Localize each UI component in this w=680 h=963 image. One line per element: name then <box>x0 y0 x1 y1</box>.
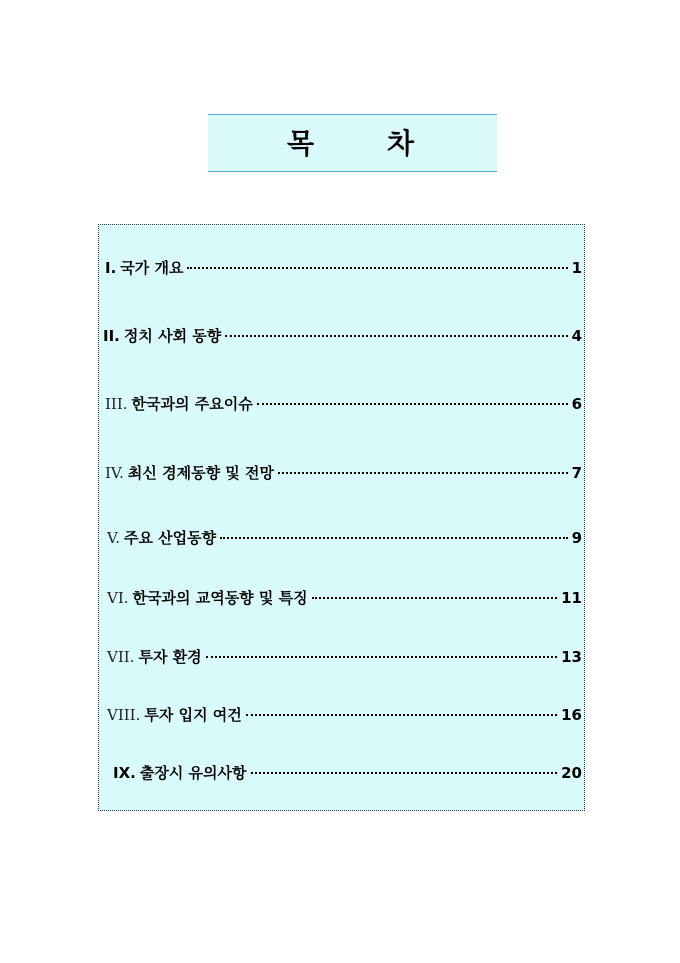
toc-entry-number: VII. <box>107 648 135 666</box>
toc-entry-1[interactable] <box>105 257 582 279</box>
toc-entry-number: IX. <box>113 764 136 782</box>
toc-entry-7[interactable] <box>107 646 582 668</box>
toc-entry-title: 한국과의 주요이슈 <box>131 395 253 413</box>
toc-entry-page: 7 <box>571 464 582 482</box>
toc-entry-number: VIII. <box>107 706 141 724</box>
toc-entry-number: IV. <box>105 464 124 482</box>
toc-entry-page: 9 <box>571 529 582 547</box>
toc-entry-9[interactable] <box>113 762 582 784</box>
table-of-contents <box>98 224 585 811</box>
toc-dot-leader <box>220 537 567 539</box>
toc-entry-number: I. <box>105 259 117 277</box>
toc-entry-page: 11 <box>561 589 582 607</box>
toc-dot-leader <box>187 267 567 269</box>
toc-dot-leader <box>246 714 557 716</box>
toc-entry-title: 출장시 유의사항 <box>139 764 247 782</box>
toc-entry-3[interactable] <box>105 393 582 415</box>
toc-dot-leader <box>251 772 558 774</box>
page-title-char-1: 목 <box>287 127 315 160</box>
toc-entry-page: 4 <box>571 327 582 345</box>
toc-entry-page: 1 <box>571 259 582 277</box>
toc-entry-4[interactable] <box>105 462 582 484</box>
toc-entry-5[interactable] <box>107 527 582 549</box>
toc-entry-number: VI. <box>107 589 129 607</box>
toc-entry-title: 주요 산업동향 <box>123 529 217 547</box>
toc-entry-page: 20 <box>561 764 582 782</box>
toc-entry-title: 최신 경제동향 및 전망 <box>127 464 274 482</box>
toc-entry-title: 투자 입지 여건 <box>144 706 242 724</box>
toc-entry-title: 투자 환경 <box>138 648 202 666</box>
page-title-box <box>208 114 497 172</box>
toc-entry-page: 6 <box>571 395 582 413</box>
toc-entry-page: 13 <box>561 648 582 666</box>
toc-entry-number: V. <box>107 529 120 547</box>
toc-entry-2[interactable] <box>103 325 582 347</box>
toc-entry-8[interactable] <box>107 704 582 726</box>
toc-dot-leader <box>257 403 568 405</box>
toc-entry-6[interactable] <box>107 587 582 609</box>
toc-dot-leader <box>225 335 567 337</box>
toc-dot-leader <box>312 597 558 599</box>
toc-dot-leader <box>278 472 568 474</box>
toc-dot-leader <box>206 656 557 658</box>
toc-entry-number: III. <box>105 395 128 413</box>
toc-entry-title: 정치 사회 동향 <box>123 327 222 345</box>
page-title-char-2: 차 <box>387 127 415 160</box>
toc-entry-title: 국가 개요 <box>120 259 184 277</box>
toc-entry-page: 16 <box>561 706 582 724</box>
toc-entry-number: II. <box>103 327 120 345</box>
toc-entry-title: 한국과의 교역동향 및 특징 <box>132 589 308 607</box>
